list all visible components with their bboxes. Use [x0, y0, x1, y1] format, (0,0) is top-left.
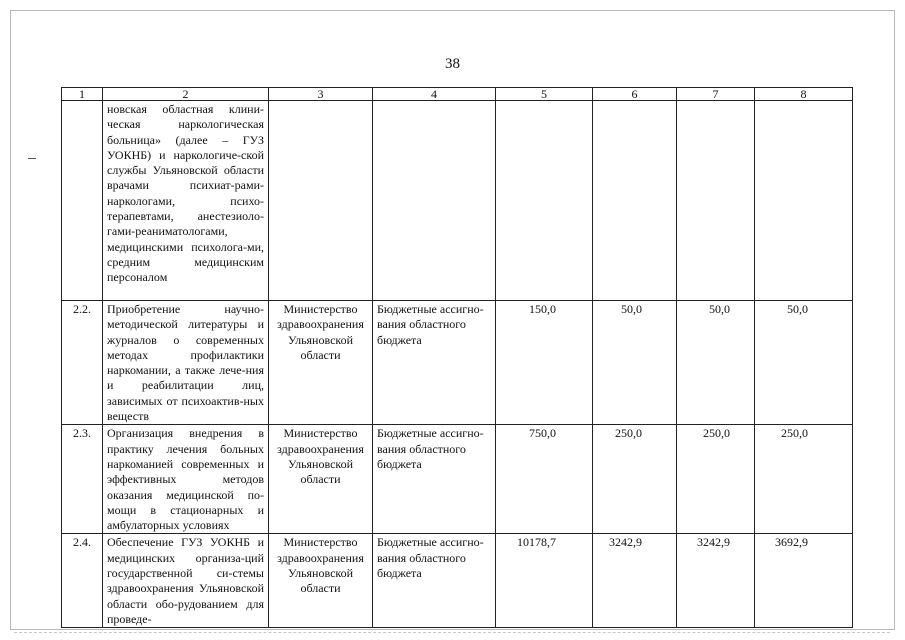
column-header: 1 [62, 88, 103, 101]
page-number: 38 [445, 56, 460, 72]
table-row [62, 301, 853, 425]
empty-cell [373, 101, 496, 301]
year-3-amount-cell: 3692,9 [755, 534, 853, 628]
table-row-continuation [62, 101, 853, 301]
total-amount-cell: 750,0 [496, 425, 593, 534]
executor-cell: Министерство здравоохранения Ульяновской области [269, 425, 373, 534]
activity-description: Организация внедрения в практику лечения больных наркоманией современных и эффективных методов оказания медицинской по-мощи в стационарных и амбулаторных условиях [103, 425, 269, 534]
margin-mark [28, 158, 36, 159]
column-header: 5 [496, 88, 593, 101]
column-header: 7 [677, 88, 755, 101]
empty-cell [593, 101, 677, 301]
column-header: 4 [373, 88, 496, 101]
empty-cell [269, 101, 373, 301]
executor-cell: Министерство здравоохранения Ульяновской области [269, 301, 373, 425]
empty-cell [677, 101, 755, 301]
column-header: 8 [755, 88, 853, 101]
total-amount-cell: 10178,7 [496, 534, 593, 628]
activity-description: Приобретение научно-методической литературы и журналов о современных методах профилактики наркомании, а также лече-ния и реабилитации лиц, зависимых от психоактив-ных веществ [103, 301, 269, 425]
year-2-amount-cell: 3242,9 [677, 534, 755, 628]
year-3-amount-cell: 250,0 [755, 425, 853, 534]
table-row [62, 425, 853, 534]
year-1-amount-cell: 250,0 [593, 425, 677, 534]
executor-cell: Министерство здравоохранения Ульяновской области [269, 534, 373, 628]
row-number: 2.2. [62, 301, 103, 425]
funding-source-cell: Бюджетные ассигно-вания областного бюджета [373, 534, 496, 628]
total-amount-cell: 150,0 [496, 301, 593, 425]
scan-edge-line [14, 632, 890, 633]
funding-source-cell: Бюджетные ассигно-вания областного бюджета [373, 301, 496, 425]
year-3-amount-cell: 50,0 [755, 301, 853, 425]
program-table [61, 87, 853, 628]
empty-cell [755, 101, 853, 301]
year-1-amount-cell: 50,0 [593, 301, 677, 425]
row-number [62, 101, 103, 301]
column-header: 2 [103, 88, 269, 101]
activity-description: Обеспечение ГУЗ УОКНБ и медицинских организа-ций государственной си-стемы здравоохранения Ульяновской области обо-рудованием для проведе- [103, 534, 269, 628]
funding-source-cell: Бюджетные ассигно-вания областного бюджета [373, 425, 496, 534]
column-header: 6 [593, 88, 677, 101]
table-header-row [62, 88, 853, 101]
activity-description: новская областная клини-ческая наркологическая больница» (далее – ГУЗ УОКНБ) и наркологиче-ской службы Ульяновской области врачами психиат-рами-наркологами, психо-терапевтами, анестезиоло-гами-реаниматологами, медицинскими психолога-ми, средним медицинским персоналом [103, 101, 269, 301]
table-row [62, 534, 853, 628]
year-2-amount-cell: 50,0 [677, 301, 755, 425]
column-header: 3 [269, 88, 373, 101]
year-1-amount-cell: 3242,9 [593, 534, 677, 628]
year-2-amount-cell: 250,0 [677, 425, 755, 534]
row-number: 2.3. [62, 425, 103, 534]
row-number: 2.4. [62, 534, 103, 628]
empty-cell [496, 101, 593, 301]
